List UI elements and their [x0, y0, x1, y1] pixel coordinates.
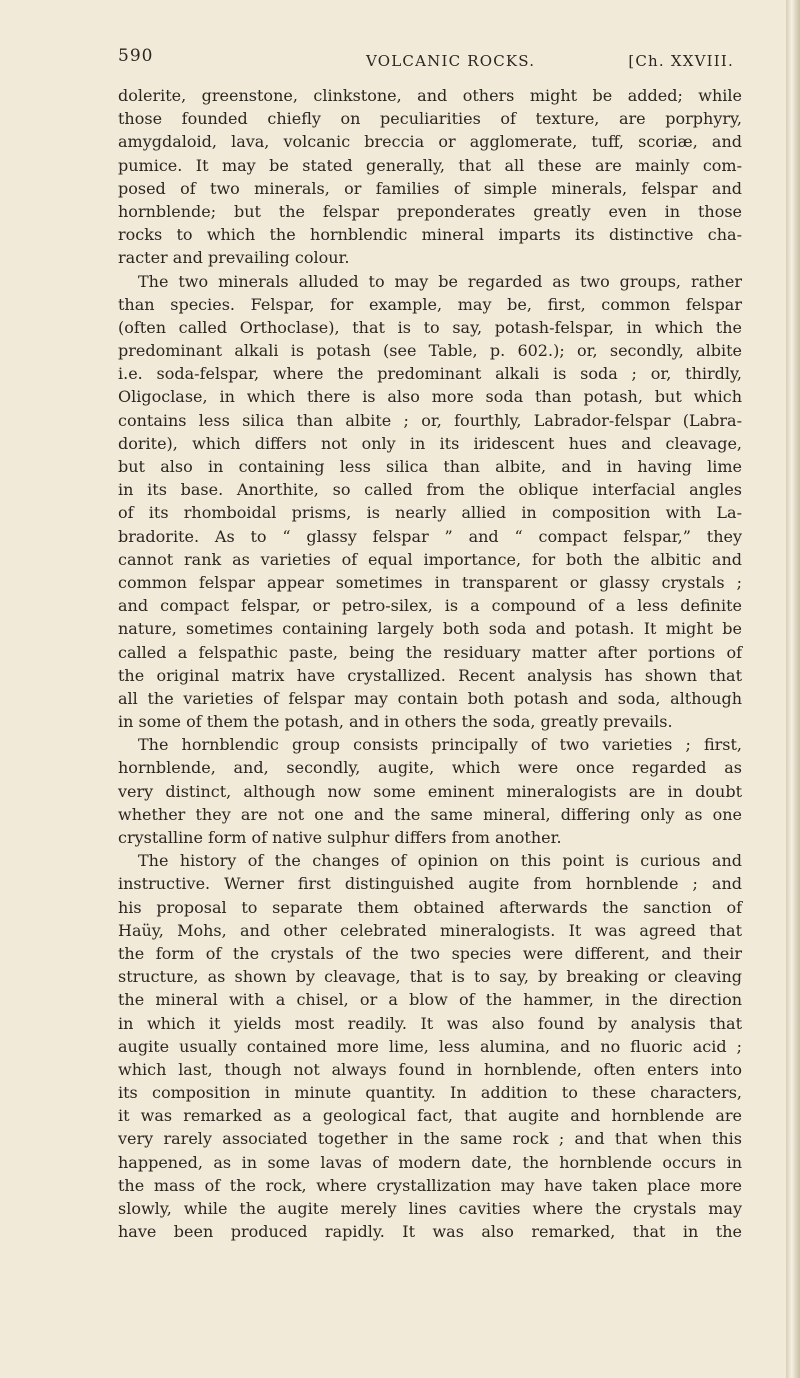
page-header	[118, 44, 758, 80]
text-line: dolerite, greenstone, clinkstone, and others might be added; while	[118, 86, 742, 105]
text-line: augite usually contained more lime, less alumina, and no fluoric acid ;	[118, 1036, 742, 1056]
text-line: nature, sometimes containing largely both soda and potash. It might be	[118, 619, 742, 639]
page-edge	[786, 0, 800, 1378]
text-line: rocks to which the hornblendic mineral imparts its distinctive cha-	[118, 225, 742, 245]
text-line: The hornblendic group consists principally of two varieties ; first,	[138, 735, 742, 755]
running-title: VOLCANIC ROCKS.	[366, 52, 536, 70]
text-line: Oligoclase, in which there is also more soda than potash, but which	[118, 387, 742, 407]
text-line: it was remarked as a geological fact, that augite and hornblende are	[118, 1106, 742, 1126]
text-line: all the varieties of felspar may contain both potash and soda, although	[118, 688, 742, 708]
text-line: dorite), which differs not only in its iridescent hues and cleavage,	[118, 433, 742, 453]
text-line: Haüy, Mohs, and other celebrated mineralogists. It was agreed that	[118, 920, 742, 940]
text-line: The two minerals alluded to may be regarded as two groups, rather	[138, 271, 742, 291]
text-line: which last, though not always found in hornblende, often enters into	[118, 1059, 742, 1079]
text-line: the original matrix have crystallized. Recent analysis has shown that	[118, 665, 742, 685]
text-line: bradorite. As to “ glassy felspar ” and “ compact felspar,” they	[118, 526, 742, 546]
text-line: in which it yields most readily. It was also found by analysis that	[118, 1013, 742, 1033]
chapter-label: [Ch. XXVIII.	[628, 52, 734, 70]
text-line: of its rhomboidal prisms, is nearly allied in composition with La-	[118, 503, 742, 523]
text-line: structure, as shown by cleavage, that is to say, by breaking or cleaving	[118, 967, 742, 987]
text-line: those founded chiefly on peculiarities of texture, are porphyry,	[118, 109, 742, 129]
text-line: the mass of the rock, where crystallization may have taken place more	[118, 1175, 742, 1195]
text-line: have been produced rapidly. It was also remarked, that in the	[118, 1222, 742, 1242]
text-line: happened, as in some lavas of modern date, the hornblende occurs in	[118, 1152, 742, 1172]
page-number: 590	[118, 46, 154, 66]
text-line: instructive. Werner first distinguished augite from hornblende ; and	[118, 874, 742, 894]
text-line: called a felspathic paste, being the residuary matter after portions of	[118, 642, 742, 662]
text-line: i.e. soda-felspar, where the predominant alkali is soda ; or, thirdly,	[118, 364, 742, 384]
text-line: than species. Felspar, for example, may be, first, common felspar	[118, 294, 742, 314]
text-line: The history of the changes of opinion on this point is curious and	[138, 851, 742, 871]
text-line: predominant alkali is potash (see Table, p. 602.); or, secondly, albite	[118, 341, 742, 361]
text-line: in some of them the potash, and in others the soda, greatly prevails.	[118, 712, 673, 732]
text-line: very rarely associated together in the same rock ; and that when this	[118, 1129, 742, 1149]
text-line: contains less silica than albite ; or, fourthly, Labrador-felspar (Labra-	[118, 410, 742, 430]
text-line: (often called Orthoclase), that is to say, potash-felspar, in which the	[118, 317, 742, 337]
text-line: amygdaloid, lava, volcanic breccia or agglomerate, tuff, scoriæ, and	[118, 132, 742, 152]
text-line: whether they are not one and the same mineral, differing only as one	[118, 804, 742, 824]
text-line: but also in containing less silica than albite, and in having lime	[118, 457, 742, 476]
text-line: his proposal to separate them obtained afterwards the sanction of	[118, 897, 742, 917]
text-line: the form of the crystals of the two species were different, and their	[118, 943, 742, 963]
text-line: the mineral with a chisel, or a blow of the hammer, in the direction	[118, 990, 742, 1010]
text-line: common felspar appear sometimes in transparent or glassy crystals ;	[118, 572, 742, 592]
text-line: in its base. Anorthite, so called from the oblique interfacial angles	[118, 480, 742, 500]
body-text	[118, 84, 742, 1243]
text-line: and compact felspar, or petro-silex, is a compound of a less definite	[118, 596, 742, 616]
text-line: hornblende, and, secondly, augite, which were once regarded as	[118, 758, 742, 778]
text-line: posed of two minerals, or families of simple minerals, felspar and	[118, 178, 742, 198]
text-line: very distinct, although now some eminent mineralogists are in doubt	[118, 781, 742, 801]
text-line: slowly, while the augite merely lines cavities where the crystals may	[118, 1199, 742, 1218]
text-line: hornblende; but the felspar preponderates greatly even in those	[118, 201, 742, 221]
text-line: cannot rank as varieties of equal importance, for both the albitic and	[118, 549, 742, 569]
text-line: crystalline form of native sulphur differs from another.	[118, 828, 562, 847]
text-line: racter and prevailing colour.	[118, 248, 350, 268]
text-line: pumice. It may be stated generally, that all these are mainly com-	[118, 155, 742, 175]
text-line: its composition in minute quantity. In addition to these characters,	[118, 1083, 742, 1103]
